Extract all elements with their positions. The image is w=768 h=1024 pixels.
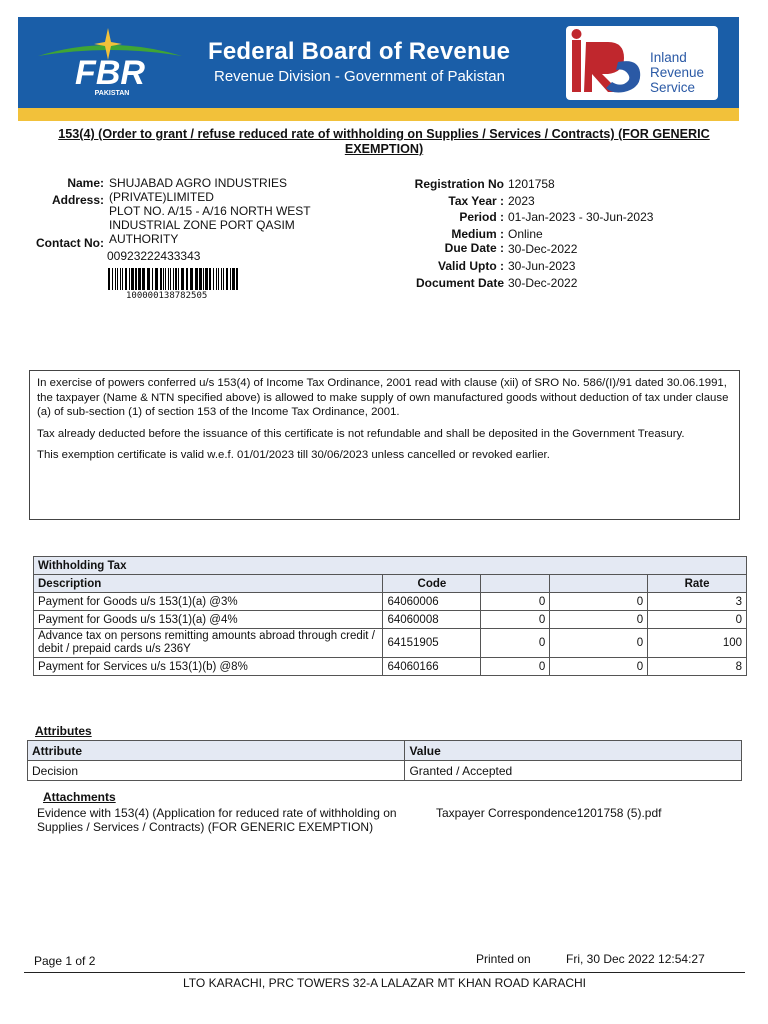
attr-header-attribute: Attribute: [28, 741, 405, 761]
col-header-code: Code: [383, 575, 481, 593]
notice-paragraph-3: This exemption certificate is valid w.e.f. 01/01/2023 till 30/06/2023 unless cancelled or revoked earlier.: [37, 449, 550, 461]
attr-cell-value: Granted / Accepted: [405, 761, 742, 781]
address-line2: INDUSTRIAL ZONE PORT QASIM: [109, 218, 295, 232]
col-header-blank-2: [550, 575, 648, 593]
row-value-2: 0: [550, 629, 648, 658]
contact-value: 00923222433343: [107, 249, 201, 263]
row-value-1: 0: [481, 593, 550, 611]
attributes-table: [27, 740, 742, 781]
row-rate: 3: [648, 593, 747, 611]
row-value-1: 0: [481, 658, 550, 676]
printed-on-value: Fri, 30 Dec 2022 12:54:27: [566, 952, 705, 966]
name-label: Name:: [67, 176, 104, 190]
row-rate: 8: [648, 658, 747, 676]
barcode-number: 100000138782505: [126, 291, 208, 301]
tax-year-label: Tax Year :: [448, 194, 504, 208]
footer-address: LTO KARACHI, PRC TOWERS 32-A LALAZAR MT KHAN ROAD KARACHI: [183, 976, 586, 990]
iris-text-service: Service: [650, 80, 696, 95]
row-value-1: 0: [481, 611, 550, 629]
period-label: Period :: [459, 210, 504, 224]
attr-header-value: Value: [405, 741, 742, 761]
table-row: [34, 611, 747, 629]
row-description: Payment for Goods u/s 153(1)(a) @3%: [34, 593, 383, 611]
notice-box: [29, 370, 740, 520]
row-description: Payment for Goods u/s 153(1)(a) @4%: [34, 611, 383, 629]
iris-logo-mark: [568, 28, 644, 98]
org-subtitle: Revenue Division - Government of Pakistan: [214, 68, 505, 85]
document-date-label: Document Date: [415, 276, 504, 290]
row-description: Advance tax on persons remitting amounts abroad through credit / debit / prepaid cards u/s 236Y: [34, 629, 383, 658]
row-rate: 100: [648, 629, 747, 658]
attributes-title: Attributes: [35, 724, 92, 738]
row-description: Payment for Services u/s 153(1)(b) @8%: [34, 658, 383, 676]
registration-value: 1201758: [508, 177, 555, 191]
row-value-2: 0: [550, 658, 648, 676]
col-header-description: Description: [34, 575, 383, 593]
address-line3: AUTHORITY: [109, 232, 179, 246]
withholding-caption: Withholding Tax: [34, 557, 747, 575]
notice-paragraph-2: Tax already deducted before the issuance of this certificate is not refundable and shall be deposited in the Government Treasury.: [37, 427, 685, 440]
col-header-rate: Rate: [648, 575, 747, 593]
document-title: 153(4) (Order to grant / refuse reduced rate of withholding on Supplies / Services / Contracts) (FOR GENERIC EXEMPTION): [58, 127, 710, 156]
attachment-file-link[interactable]: Taxpayer Correspondence1201758 (5).pdf: [436, 806, 662, 820]
fbr-logo-sub: PAKISTAN: [94, 90, 130, 97]
fbr-logo-text: FBR: [75, 54, 145, 92]
row-code: 64060008: [383, 611, 481, 629]
table-row: [34, 629, 747, 658]
attachment-description: Evidence with 153(4) (Application for reduced rate of withholding on Supplies / Services / Contracts) (FOR GENERIC EXEMPTION): [37, 806, 397, 834]
row-rate: 0: [648, 611, 747, 629]
fbr-logo: [30, 22, 190, 102]
name-value-line2: (PRIVATE)LIMITED: [109, 190, 214, 204]
row-value-2: 0: [550, 611, 648, 629]
row-code: 64060006: [383, 593, 481, 611]
period-value: 01-Jan-2023 - 30-Jun-2023: [508, 210, 654, 224]
due-date-label: Due Date :: [444, 241, 504, 255]
iris-text-inland: Inland: [650, 50, 687, 65]
due-date-value: 30-Dec-2022: [508, 242, 578, 256]
table-row: [34, 658, 747, 676]
header-gold-band: [18, 108, 739, 121]
withholding-table: [33, 556, 747, 676]
address-line1: PLOT NO. A/15 - A/16 NORTH WEST: [109, 204, 311, 218]
row-value-1: 0: [481, 629, 550, 658]
document-date-value: 30-Dec-2022: [508, 276, 578, 290]
footer-divider: [24, 972, 745, 973]
iris-text-revenue: Revenue: [650, 65, 705, 80]
registration-label: Registration No: [414, 177, 504, 191]
col-header-blank-1: [481, 575, 550, 593]
row-code: 64060166: [383, 658, 481, 676]
name-value-line1: SHUJABAD AGRO INDUSTRIES: [109, 176, 288, 190]
attr-cell-attribute: Decision: [28, 761, 405, 781]
page-number: Page 1 of 2: [34, 954, 96, 968]
table-row: [28, 761, 742, 781]
medium-value: Online: [508, 227, 543, 241]
valid-upto-label: Valid Upto :: [438, 259, 504, 273]
medium-label: Medium :: [451, 227, 504, 241]
valid-upto-value: 30-Jun-2023: [508, 259, 576, 273]
notice-paragraph-1: In exercise of powers conferred u/s 153(4) of Income Tax Ordinance, 2001 read with clause (xii) of SRO No. 586/(I)/91 dated 30.06.1991, the taxpayer (Name & NTN specified above) is allowed to make supply of own manufactured goods without deduction of tax under clause (a) of sub-section (1) of section 153 of the Income Tax Ordinance, 2001.: [37, 377, 729, 418]
attachments-title: Attachments: [43, 790, 116, 804]
contact-label: Contact No:: [36, 236, 104, 250]
tax-year-value: 2023: [508, 194, 535, 208]
row-value-2: 0: [550, 593, 648, 611]
barcode: [108, 268, 240, 290]
row-code: 64151905: [383, 629, 481, 658]
printed-on-label: Printed on: [476, 952, 531, 966]
table-row: [34, 593, 747, 611]
org-name: Federal Board of Revenue: [208, 38, 511, 65]
address-label: Address:: [51, 193, 104, 207]
